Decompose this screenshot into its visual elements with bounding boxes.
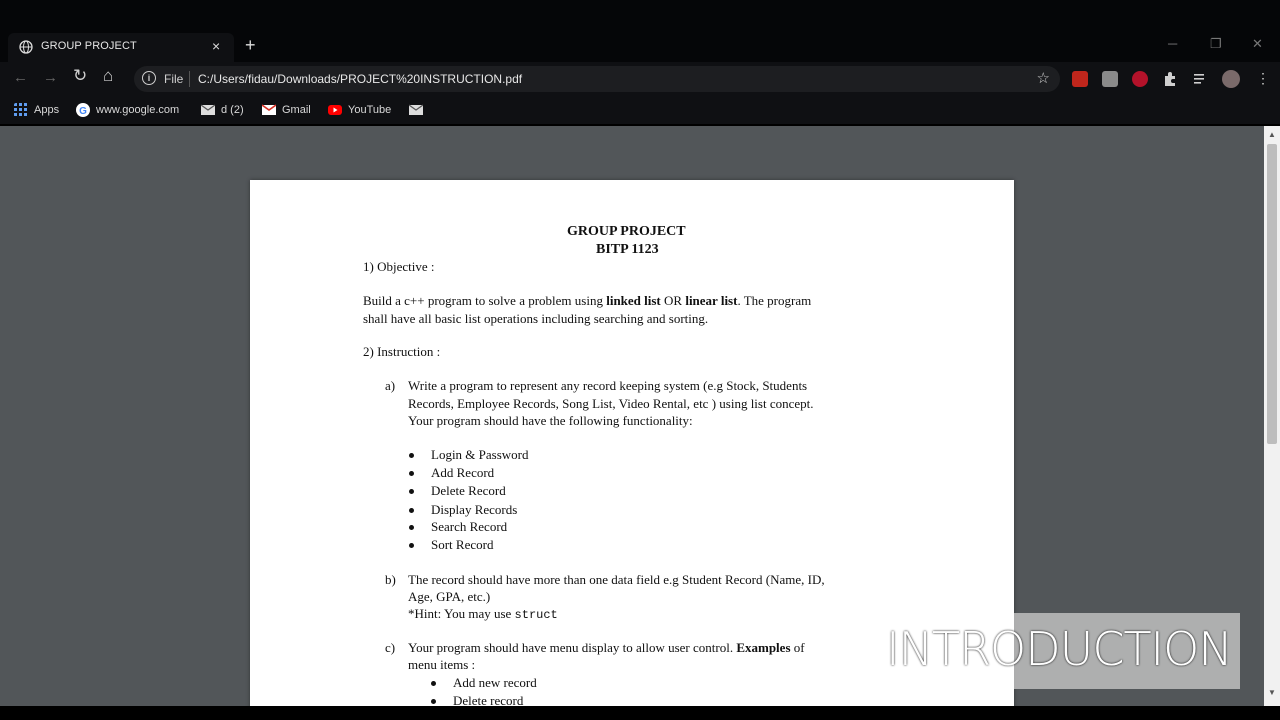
window-close-icon[interactable]: ✕: [1252, 36, 1263, 51]
item-a-line: Your program should have the following functionality:: [408, 413, 693, 428]
doc-title: GROUP PROJECT: [567, 224, 686, 239]
function-item: Login & Password: [431, 447, 529, 462]
viewer-scrollbar[interactable]: [1264, 126, 1280, 706]
function-item: Display Records: [431, 502, 518, 517]
gmail-icon: [262, 103, 276, 117]
apps-grid-icon: [14, 103, 28, 117]
site-info-icon[interactable]: i: [142, 71, 156, 85]
item-b-line-1: The record should have more than one data field e.g Student Record (Name, ID,: [408, 572, 825, 587]
extension-gray-icon[interactable]: [1102, 71, 1118, 87]
restore-icon[interactable]: ❐: [1210, 36, 1222, 51]
bullet-dot: [409, 471, 414, 476]
extension-red-icon[interactable]: [1072, 71, 1088, 87]
item-a-line: Write a program to represent any record keeping system (e.g Stock, Students: [408, 378, 808, 393]
address-bar[interactable]: [134, 66, 1060, 92]
omnibox-divider: [189, 71, 190, 87]
bookmark-label: www.google.com: [96, 104, 180, 116]
function-item: Search Record: [431, 519, 508, 534]
google-icon: [76, 103, 90, 117]
new-tab-button[interactable]: +: [245, 35, 256, 55]
objective-line-1: Build a c++ program to solve a problem using linked list OR linear list. The program: [363, 293, 812, 308]
item-b-marker: b): [385, 572, 396, 587]
bookmark-apps[interactable]: [14, 102, 59, 118]
back-button[interactable]: ←: [13, 69, 28, 86]
bookmark-google[interactable]: [76, 102, 179, 118]
menu-item: Delete record: [453, 693, 524, 706]
item-a-line: Records, Employee Records, Song List, Video Rental, etc ) using list concept.: [408, 396, 814, 411]
item-c-marker: c): [385, 640, 396, 655]
menu-kebab-icon[interactable]: ⋮: [1256, 70, 1270, 86]
bullet-dot: [409, 543, 414, 548]
tab-strip: [0, 0, 1280, 62]
scheme-label: File: [164, 72, 184, 86]
globe-icon: [19, 40, 33, 54]
profile-avatar-icon[interactable]: [1222, 70, 1240, 88]
youtube-icon: [328, 103, 342, 117]
item-c-line-1: Your program should have menu display to allow user control. Examples of: [408, 640, 805, 655]
bookmark-gmail[interactable]: [262, 102, 311, 118]
caption-text: INTRODUCTION: [886, 622, 1232, 676]
minimize-icon[interactable]: ─: [1168, 36, 1178, 51]
bullet-dot: [431, 681, 436, 686]
bullet-dot: [409, 508, 414, 513]
item-a-marker: a): [385, 378, 396, 393]
reading-list-icon[interactable]: [1192, 71, 1208, 87]
menu-item: Add new record: [453, 675, 537, 690]
bookmark-youtube[interactable]: [328, 102, 391, 118]
function-item: Sort Record: [431, 537, 494, 552]
scrollbar-thumb[interactable]: [1267, 144, 1277, 444]
bookmark-mail-d2[interactable]: [201, 102, 244, 118]
forward-button[interactable]: →: [43, 69, 58, 86]
bullet-dot: [431, 699, 436, 704]
bottom-strip: [0, 706, 1280, 720]
bullet-dot: [409, 453, 414, 458]
browser-toolbar: [0, 62, 1280, 96]
scroll-down-icon[interactable]: ▼: [1268, 688, 1276, 697]
puzzle-extensions-icon[interactable]: [1162, 71, 1178, 87]
code-struct: struct: [514, 608, 558, 622]
item-b-line-2: Age, GPA, etc.): [408, 589, 491, 604]
url-text[interactable]: C:/Users/fidau/Downloads/PROJECT%20INSTRUCTION.pdf: [198, 72, 523, 86]
item-c-line-2: menu items :: [408, 657, 476, 672]
objective-heading: 1) Objective :: [363, 259, 435, 274]
bullet-dot: [409, 525, 414, 530]
tab-close-icon[interactable]: ×: [212, 38, 221, 54]
mail-icon: [201, 103, 215, 117]
home-button[interactable]: ⌂: [103, 66, 114, 85]
function-item: Add Record: [431, 465, 495, 480]
bookmark-label: Apps: [34, 104, 60, 116]
bookmarks-bar: [0, 96, 1280, 124]
bookmark-label: d (2): [221, 104, 244, 116]
objective-line-2: shall have all basic list operations including searching and sorting.: [363, 311, 709, 326]
function-item: Delete Record: [431, 483, 506, 498]
bookmark-star-icon[interactable]: ☆: [1036, 70, 1050, 87]
scroll-up-icon[interactable]: ▲: [1268, 130, 1276, 139]
item-b-hint: *Hint: You may use struct: [408, 606, 558, 622]
tab-group-project[interactable]: [8, 33, 234, 62]
bullet-dot: [409, 489, 414, 494]
bookmark-mail-extra[interactable]: [409, 102, 429, 118]
instruction-heading: 2) Instruction :: [363, 344, 441, 359]
doc-course-code: BITP 1123: [596, 242, 659, 257]
svg-text:G: G: [79, 106, 87, 117]
tab-title: GROUP PROJECT: [41, 40, 137, 52]
reload-button[interactable]: ↻: [73, 66, 88, 85]
mail-icon: [409, 103, 423, 117]
adblock-icon[interactable]: [1132, 71, 1148, 87]
bookmark-label: Gmail: [282, 104, 311, 116]
bookmark-label: YouTube: [348, 104, 392, 116]
